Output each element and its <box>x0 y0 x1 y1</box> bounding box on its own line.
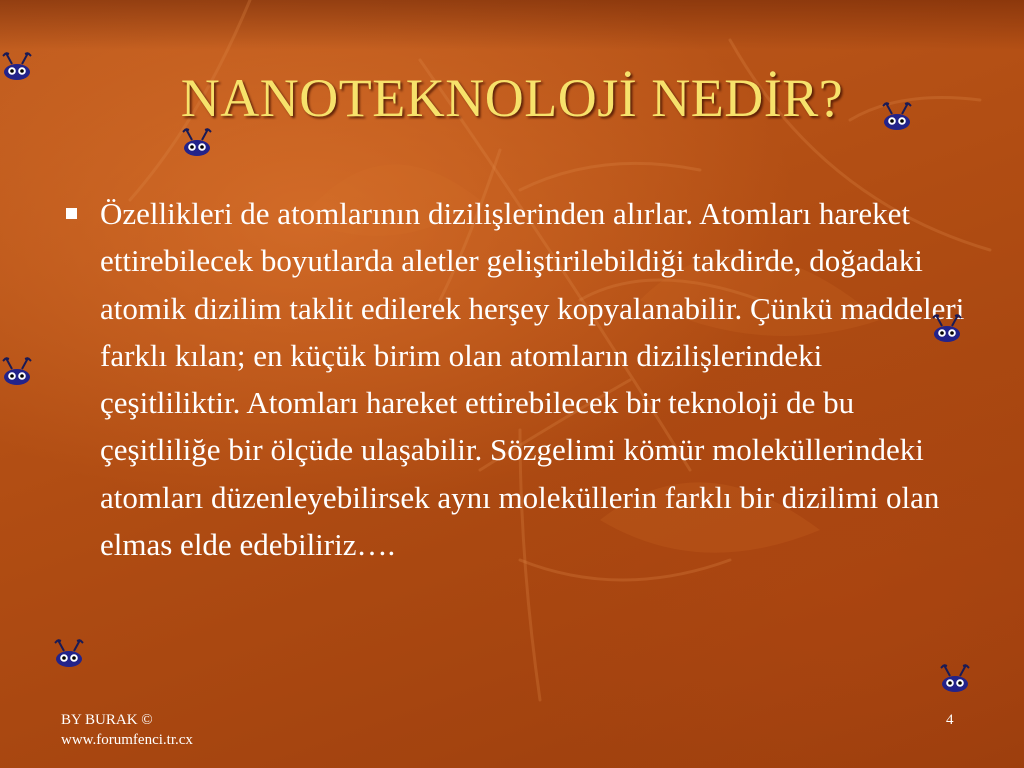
body-paragraph: Özellikleri de atomlarının dizilişlerinden alırlar. Atomları hareket ettirebilecek boyutlarda aletler geliştirilebildiği takdirde, doğadaki atomik dizilim taklit edilerek herşey kopyalanabilir. Çünkü maddeleri farklı kılan; en küçük birim olan atomların dizilişlerindeki çeşitliliktir. Atomları hareket ettirebilecek bir teknoloji de bu çeşitliliğe bir ölçüde ulaşabilir. Sözgelimi kömür moleküllerindeki atomları düzenleyebilirsek aynı moleküllerin farklı bir dizilimi olan elmas elde edebiliriz…. <box>100 196 965 563</box>
bug-mascot-icon <box>880 100 914 132</box>
bullet-marker <box>66 208 77 219</box>
footer-url: www.forumfenci.tr.cx <box>61 732 193 748</box>
bug-mascot-icon <box>52 637 86 669</box>
footer-credit <box>61 710 193 750</box>
bug-mascot-icon <box>180 126 214 158</box>
slide-title: NANOTEKNOLOJİ NEDİR? <box>180 68 844 128</box>
bug-mascot-icon <box>0 355 34 387</box>
bug-mascot-icon <box>938 662 972 694</box>
bug-mascot-icon <box>0 50 34 82</box>
slide-number: 4 <box>946 712 954 728</box>
footer-author: BY BURAK © <box>61 712 153 728</box>
bug-mascot-icon <box>930 312 964 344</box>
